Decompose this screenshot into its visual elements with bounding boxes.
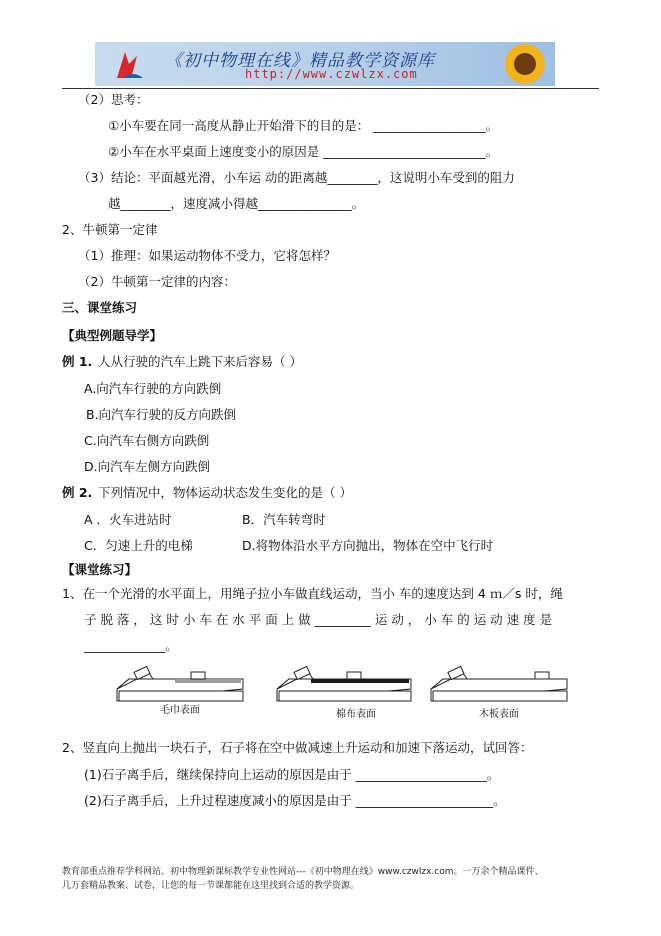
site-url[interactable]: http://www.czwlzx.com	[245, 67, 418, 81]
site-title: 《初中物理在线》精品教学资源库	[165, 51, 435, 71]
exercise-1-line-2: 子 脱 落 ， 这 时 小 车 在 水 平 面 上 做 _________ 运 动 ， 小 车 的 运 动 速 度 是	[84, 612, 553, 627]
text-line-6: 2、牛顿第一定律	[62, 222, 158, 237]
example-1-option-c: C.向汽车右侧方向跌倒	[84, 433, 210, 448]
text-line-1: （2）思考：	[78, 92, 149, 107]
example-2-option-d: D.将物体沿水平方向抛出，物体在空中飞行时	[242, 538, 494, 553]
example-2-label: 例 2.	[62, 485, 93, 500]
figure-label-cotton: 棉布表面	[336, 709, 376, 720]
example-2-question: 下列情况中，物体运动状态发生变化的是（ ）	[98, 485, 352, 500]
example-2-option-a: A ．火车进站时	[84, 512, 172, 527]
text-line-7: （1）推理：如果运动物体不受力，它将怎样？	[78, 248, 336, 263]
example-1-option-b: B.向汽车行驶的反方向跌倒	[86, 407, 237, 422]
example-1-question: 人从行驶的汽车上跳下来后容易（ ）	[98, 354, 302, 369]
header-divider	[62, 88, 599, 89]
subsection-heading-1: 【典型例题导学】	[62, 328, 163, 343]
exercise-1-line-1: 1、在一个光滑的水平面上，用绳子拉小车做直线运动，当小 车的速度达到 4 ｍ／s 时，绳	[62, 586, 563, 601]
text-line-5: 越________，速度减小得越_______________。	[108, 196, 365, 211]
figure-label-towel: 毛巾表面	[160, 705, 200, 716]
section-heading: 三、课堂练习	[62, 300, 138, 315]
subsection-heading-2: 【课堂练习】	[62, 562, 138, 577]
example-2-option-b: B．汽车转弯时	[242, 512, 326, 527]
text-line-2: ①小车要在同一高度从静止开始滑下的目的是： __________________。	[108, 118, 499, 133]
text-line-3: ②小车在水平桌面上速度变小的原因是 __________________________。	[108, 144, 499, 159]
text-line-8: （2）牛顿第一定律的内容：	[78, 274, 236, 289]
exercise-2-line-3: (2)石子离手后，上升过程速度减小的原因是由于 ______________________。	[84, 793, 506, 808]
header-banner	[95, 42, 555, 86]
exercise-2-line-2: (1)石子离手后，继续保持向上运动的原因是由于 _____________________。	[84, 767, 500, 782]
example-1-option-d: D.向汽车左侧方向跌倒	[84, 459, 211, 474]
text-line-4: （3）结论：平面越光滑，小车运 动的距离越________，这说明小车受到的阻力	[78, 170, 515, 185]
figure-label-wood: 木板表面	[479, 709, 519, 720]
exercise-2-line-1: 2、竖直向上抛出一块石子，石子将在空中做减速上升运动和加速下落运动，试回答：	[62, 740, 533, 755]
footer-line-2: 几万套精品教案、试卷，让您的每一节课都能在这里找到合适的教学资源。	[62, 881, 360, 891]
exercise-1-line-3: _____________。	[84, 638, 178, 653]
example-2-option-c: C．匀速上升的电梯	[84, 538, 193, 553]
footer-line-1: 教育部重点推荐学科网站、初中物理新课标教学专业性网站---《初中物理在线》www.czwlzx.com。一万余个精品课件、	[62, 867, 544, 877]
example-1-label: 例 1.	[62, 354, 93, 369]
example-1-option-a: A.向汽车行驶的方向跌倒	[84, 381, 222, 396]
